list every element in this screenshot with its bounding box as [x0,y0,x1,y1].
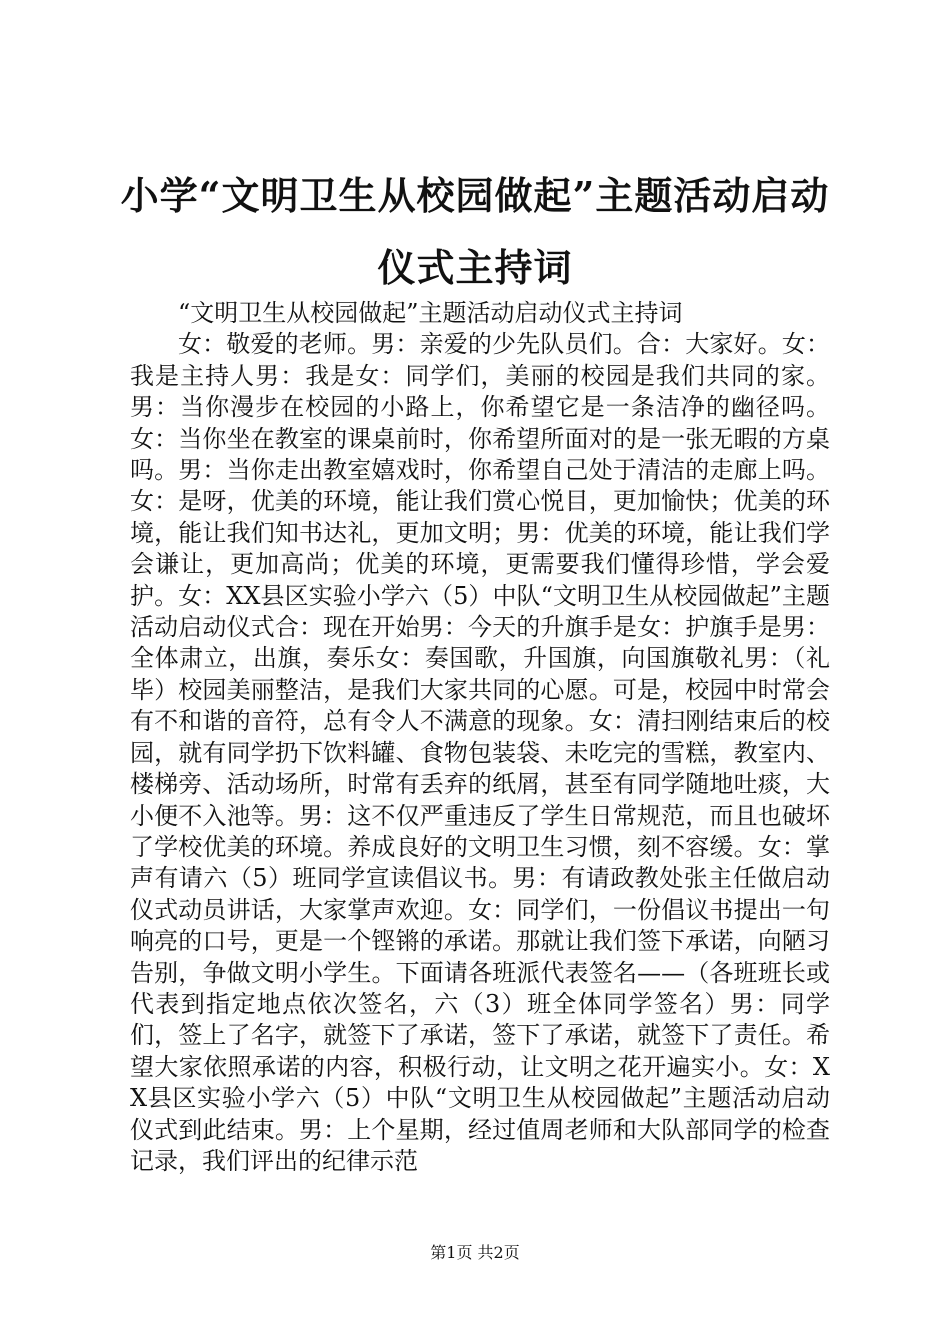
document-body [130,298,830,1177]
document-title: 小学“文明卫生从校园做起”主题活动启动仪式主持词 [120,173,830,290]
body-paragraph-main: 女：敬爱的老师。男：亲爱的少先队员们。合：大家好。女：我是主持人男：我是女：同学们，美丽的校园是我们共同的家。男：当你漫步在校园的小路上，你希望它是一条洁净的幽径吗。女：当你坐在教室的课桌前时，你希望所面对的是一张无暇的方桌吗。男：当你走出教室嬉戏时，你希望自己处于清洁的走廊上吗。女：是呀，优美的环境，能让我们赏心悦目，更加愉快；优美的环境，能让我们知书达礼，更加文明；男：优美的环境，能让我们学会谦让，更加高尚；优美的环境，更需要我们懂得珍惜，学会爱护。女：XX县区实验小学六（5）中队“文明卫生从校园做起”主题活动启动仪式合：现在开始男：今天的升旗手是女：护旗手是男：全体肃立，出旗，奏乐女：奏国歌，升国旗，向国旗敬礼男：（礼毕）校园美丽整洁，是我们大家共同的心愿。可是，校园中时常会有不和谐的音符，总有令人不满意的现象。女：清扫刚结束后的校园，就有同学扔下饮料罐、食物包装袋、未吃完的雪糕，教室内、楼梯旁、活动场所，时常有丢弃的纸屑，甚至有同学随地吐痰，大小便不入池等。男：这不仅严重违反了学生日常规范，而且也破坏了学校优美的环境。养成良好的文明卫生习惯，刻不容缓。女：掌声有请六（5）班同学宣读倡议书。男：有请政教处张主任做启动仪式动员讲话，大家掌声欢迎。女：同学们，一份倡议书提出一句响亮的口号，更是一个铿锵的承诺。那就让我们签下承诺，向陋习告别，争做文明小学生。下面请各班派代表签名——（各班班长或代表到指定地点依次签名，六（3）班全体同学签名）男：同学们，签上了名字，就签下了承诺，签下了承诺，就签下了责任。希望大家依照承诺的内容，积极行动，让文明之花开遍实小。女：XX县区实验小学六（5）中队“文明卫生从校园做起”主题活动启动仪式到此结束。男：上个星期，经过值周老师和大队部同学的检查记录，我们评出的纪律示范 [130,330,830,1175]
body-paragraph-subtitle: “文明卫生从校园做起”主题活动启动仪式主持词 [178,299,683,327]
page-number-footer: 第1页 共2页 [430,1243,520,1262]
